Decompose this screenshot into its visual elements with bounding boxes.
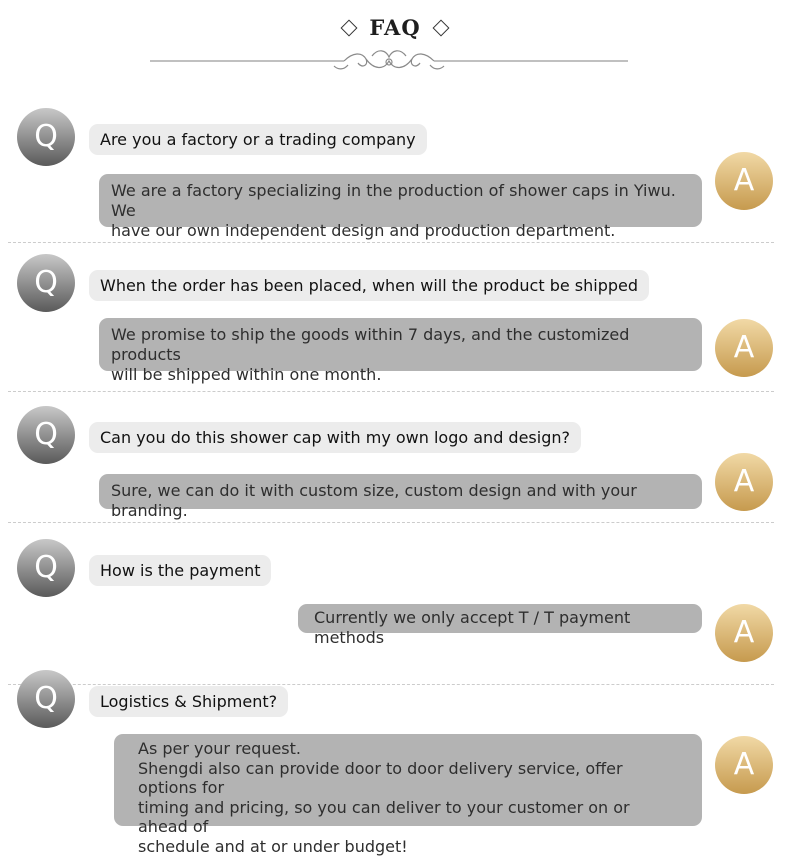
answer-text-line: We promise to ship the goods within 7 days, and the customized products: [111, 325, 630, 364]
question-avatar: Q: [17, 108, 75, 166]
question-avatar: Q: [17, 406, 75, 464]
divider: [8, 242, 774, 243]
faq-header: [0, 0, 790, 80]
answer-text-line: We are a factory specializing in the production of shower caps in Yiwu. We: [111, 181, 676, 220]
flourish-divider-icon: [148, 48, 630, 76]
answer-text-line: timing and pricing, so you can deliver to your customer on or ahead of: [138, 797, 630, 836]
answer-text-line: will be shipped within one month.: [111, 365, 382, 384]
question-avatar: Q: [17, 539, 75, 597]
diamond-right-icon: [432, 19, 449, 36]
answer-text-line: Shengdi also can provide door to door delivery service, offer options for: [138, 758, 623, 797]
answer-text-line: have our own independent design and production department.: [111, 221, 616, 240]
divider: [8, 391, 774, 392]
answer-avatar: A: [715, 736, 773, 794]
diamond-left-icon: [341, 19, 358, 36]
question-bubble: Are you a factory or a trading company: [89, 124, 427, 155]
answer-avatar: A: [715, 604, 773, 662]
question-avatar: Q: [17, 670, 75, 728]
divider: [8, 684, 774, 685]
question-bubble: How is the payment: [89, 555, 271, 586]
answer-bubble: [114, 734, 702, 856]
divider: [8, 522, 774, 523]
question-bubble: Can you do this shower cap with my own logo and design?: [89, 422, 581, 453]
answer-avatar: A: [715, 453, 773, 511]
answer-bubble: [298, 604, 702, 647]
answer-text-line: Sure, we can do it with custom size, custom design and with your branding.: [111, 481, 637, 520]
answer-text-line: As per your request.: [138, 739, 301, 758]
answer-avatar: A: [715, 152, 773, 210]
question-bubble: When the order has been placed, when will the product be shipped: [89, 270, 649, 301]
answer-bubble: [99, 318, 702, 384]
question-avatar: Q: [17, 254, 75, 312]
page-title: FAQ: [0, 15, 790, 40]
answer-text-line: Currently we only accept T / T payment methods: [314, 608, 631, 647]
answer-text-line: schedule and at or under budget!: [138, 836, 408, 856]
answer-bubble: [99, 474, 702, 520]
answer-avatar: A: [715, 319, 773, 377]
answer-bubble: [99, 174, 702, 240]
question-bubble: Logistics & Shipment?: [89, 686, 288, 717]
